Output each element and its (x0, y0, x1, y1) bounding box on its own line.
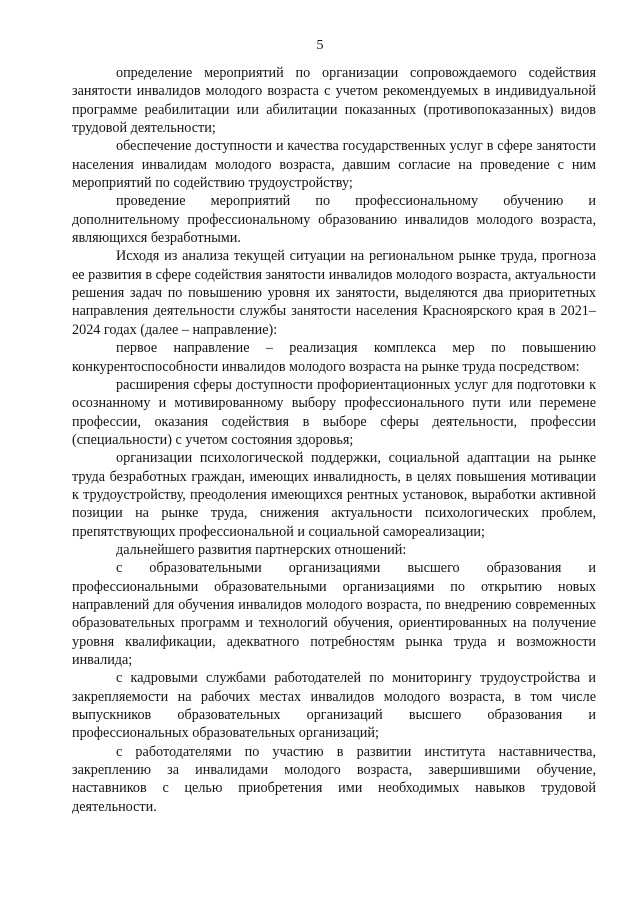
paragraph: организации психологической поддержки, социальной адаптации на рынке труда безработных граждан, имеющих инвалидность, в целях повышения мотивации к трудоустройству, преодоления имеющихся рентных установок, выработки активной позиции на рынке труда, снижения актуальности психологических проблем, препятствующих профессиональной и социальной самореализации; (72, 450, 596, 540)
paragraph: определение мероприятий по организации сопровождаемого содействия занятости инвалидов молодого возраста с учетом рекомендуемых в индивидуальной программе реабилитации или абилитации показанных (противопоказанных) видов трудовой деятельности; (72, 65, 596, 137)
paragraph: дальнейшего развития партнерских отношений: (116, 541, 407, 558)
paragraph: с работодателями по участию в развитии института наставничества, закреплению за инвалидами молодого возраста, завершившими обучение, наставников с целью приобретения ими необходимых навыков трудовой деятельности. (72, 743, 596, 815)
paragraph: с образовательными организациями высшего образования и профессиональными образовательными организациями по открытию новых направлений для обучения инвалидов молодого возраста, по внедрению современных образовательных программ и технологий обучения, ориентированных на получение уровня квалификации, адекватного потребностям рынка труда и возможности инвалида; (72, 560, 596, 668)
paragraph: проведение мероприятий по профессиональному обучению и дополнительному профессиональному образованию инвалидов молодого возраста, являющихся безработными. (72, 193, 596, 247)
paragraph: расширения сферы доступности профориентационных услуг для подготовки к осознанному и мотивированному выбору профессионального пути или перемене профессии, оказания содействия в выборе сферы деятельности, профессии (специальности) с учетом состояния здоровья; (72, 376, 596, 448)
paragraph: первое направление – реализация комплекса мер по повышению конкурентоспособности инвалидов молодого возраста на рынке труда посредством: (72, 340, 596, 375)
page-number: 5 (316, 38, 324, 53)
paragraph: обеспечение доступности и качества государственных услуг в сфере занятости населения инвалидам молодого возраста, давшим согласие на проведение с ним мероприятий по содействию трудоустройству; (72, 138, 596, 192)
paragraph: Исходя из анализа текущей ситуации на региональном рынке труда, прогноза ее развития в сфере содействия занятости инвалидов молодого возраста, актуальности решения задач по повышению уровня их занятости, выделяются два приоритетных направления деятельности службы занятости населения Красноярского края в 2021–2024 годах (далее – направление): (72, 248, 596, 338)
paragraph: с кадровыми службами работодателей по мониторингу трудоустройства и закрепляемости на рабочих местах инвалидов молодого возраста, в том числе выпускников образовательных организаций высшего образования и профессиональных образовательных организаций; (72, 670, 596, 742)
document-body (72, 64, 596, 816)
